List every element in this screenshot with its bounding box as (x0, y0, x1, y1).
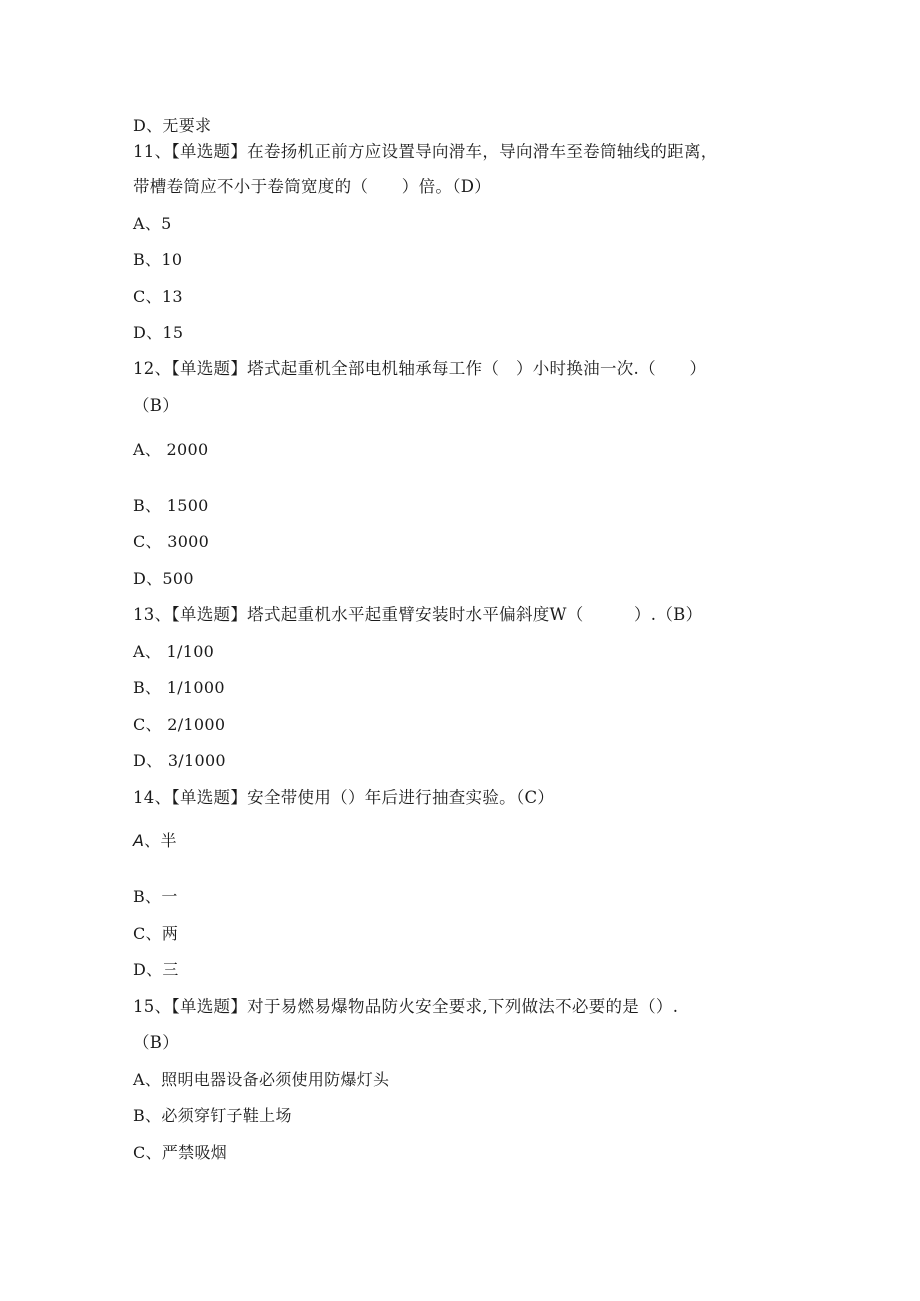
question-15: 15、【单选题】对于易燃易爆物品防火安全要求,下列做法不必要的是（）. (133, 997, 679, 1016)
option-a-q14 (133, 831, 177, 851)
option-d-q11: D、15 (133, 323, 184, 342)
option-c-q13: C、 2/1000 (133, 715, 226, 734)
option-b-q15: B、必须穿钉子鞋上场 (133, 1106, 292, 1125)
option-b-q11: B、10 (133, 250, 183, 269)
question-11: 11、【单选题】在卷扬机正前方应设置导向滑车，导向滑车至卷筒轴线的距离， (133, 142, 718, 161)
option-d-q12: D、500 (133, 569, 194, 588)
option-a-q12: A、 2000 (133, 440, 209, 459)
option-a-text: 、半 (144, 831, 177, 850)
option-c-q15: C、严禁吸烟 (133, 1143, 228, 1162)
question-12: 12、【单选题】塔式起重机全部电机轴承每工作（ ）小时换油一次.（ ） (133, 359, 707, 378)
option-b-q12: B、 1500 (133, 496, 209, 515)
option-d-q10: D、无要求 (133, 116, 212, 135)
option-a-q11: A、5 (133, 214, 172, 233)
option-a-q13: A、 1/100 (133, 642, 215, 661)
option-d-q14: D、三 (133, 960, 179, 979)
question-15-answer: （B） (133, 1033, 180, 1052)
option-b-q13: B、 1/1000 (133, 678, 225, 697)
question-14: 14、【单选题】安全带使用（）年后进行抽查实验。（C） (133, 788, 555, 807)
option-c-q12: C、 3000 (133, 532, 210, 551)
question-11-cont: 带槽卷筒应不小于卷筒宽度的（ ）倍。（D） (133, 177, 492, 196)
option-c-q11: C、13 (133, 287, 183, 306)
question-13: 13、【单选题】塔式起重机水平起重臂安装时水平偏斜度W（ ）.（B） (133, 605, 703, 624)
question-12-answer: （B） (133, 396, 180, 415)
option-c-q14: C、两 (133, 924, 179, 943)
option-a-q15: A、照明电器设备必须使用防爆灯头 (133, 1070, 390, 1089)
option-d-q13: D、 3/1000 (133, 751, 226, 770)
option-b-q14: B、一 (133, 887, 178, 906)
option-a-letter: A (133, 831, 145, 850)
